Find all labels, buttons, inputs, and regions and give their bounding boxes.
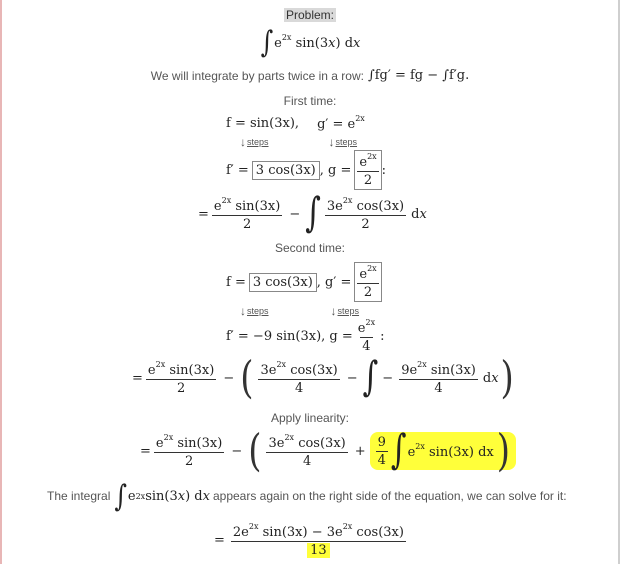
left-border <box>0 0 2 564</box>
conclusion-line: The integral ∫ e 2x sin(3 x ) d x appears again on the right side of the equation, we can solve for it: <box>47 478 567 514</box>
apply-linearity-label: Apply linearity: <box>270 411 350 425</box>
first-f-g <box>226 114 365 132</box>
problem-header <box>0 8 620 22</box>
conclusion-integral: ∫ e 2x sin(3 x ) d x <box>114 478 210 514</box>
first-fprime-box: 3 cos(3x) <box>252 161 320 180</box>
eq1-frac1: $\frac{e^{2x} \sin(3x)}{2}$ <box>213 196 281 232</box>
second-f-box: 3 cos(3x) <box>249 273 317 292</box>
first-time-header <box>0 94 620 108</box>
final-answer: = $\frac{2e^{2x} \sin(3x) - 3e^{2x} \cos(3x)}{13}$ <box>214 522 404 558</box>
second-g-frac: $\frac{e^{2x}}{4}$ <box>357 318 376 354</box>
steps-link-1[interactable]: steps <box>247 137 269 147</box>
highlighted-integral-term: $\frac{9}{4}$ ∫ $e^{2x}$ sin(3x) dx ) <box>370 432 516 470</box>
eq1-integral: ∫ <box>305 189 321 237</box>
problem-label: Problem: <box>285 8 335 22</box>
second-time-header <box>0 241 620 255</box>
apply-linearity-header <box>0 411 620 425</box>
parts-formula: ∫fg′ = fg − ∫f′g. <box>367 68 470 83</box>
steps-link-3[interactable]: steps <box>247 306 269 316</box>
intro-line <box>0 68 620 83</box>
eq1-frac2: $\frac{3e^{2x} \cos(3x)}{2}$ <box>326 196 405 232</box>
integral-sign: ∫ <box>260 24 274 60</box>
steps-link-4[interactable]: steps <box>337 306 360 316</box>
first-g-frac: $\frac{e^{2x}}{2}$ <box>354 150 381 190</box>
second-gprime-frac: $\frac{e^{2x}}{2}$ <box>354 262 381 302</box>
intro-text: We will integrate by parts twice in a row: <box>150 68 364 83</box>
final-denominator: 13 <box>307 543 330 558</box>
equation-1: = $\frac{e^{2x} \sin(3x)}{2}$ − ∫ $\frac{3e^{2x} \cos(3x)}{2}$ dx <box>198 189 427 237</box>
equation-2: = $\frac{e^{2x} \sin(3x)}{2}$ − ( $\frac{3e^{2x} \cos(3x)}{4}$ − ∫ − $\frac{9e^{2x} \sin(3x)}{4}$ dx ) <box>132 352 514 404</box>
first-steps-row: ↓ steps ↓ steps <box>240 135 358 149</box>
first-time-label: First time: <box>283 94 337 108</box>
second-time-label: Second time: <box>274 241 346 255</box>
steps-link-2[interactable]: steps <box>335 137 358 147</box>
second-fprime-g: f′ = −9 sin(3x), g = $\frac{e^{2x}}{4}$ : <box>226 318 385 354</box>
equation-3: = $\frac{e^{2x} \sin(3x)}{2}$ − ( $\frac{3e^{2x} \cos(3x)}{4}$ + $\frac{9}{4}$ ∫ $e^{2x}$ sin(3x) dx ) <box>140 432 516 470</box>
second-steps-row: ↓ steps ↓ steps <box>240 304 360 318</box>
first-f: f = sin(3x), <box>226 115 300 131</box>
second-f-g: f = 3 cos(3x) , g′ = $\frac{e^{2x}}{2}$ <box>226 262 382 302</box>
first-gprime: $g' = e^{2x}$ <box>317 114 365 132</box>
first-fprime-g: f′ = 3 cos(3x) , g = $\frac{e^{2x}}{2}$ : <box>226 152 387 188</box>
problem-expression: ∫ $e^{2x}$ sin(3x) dx <box>260 24 361 60</box>
